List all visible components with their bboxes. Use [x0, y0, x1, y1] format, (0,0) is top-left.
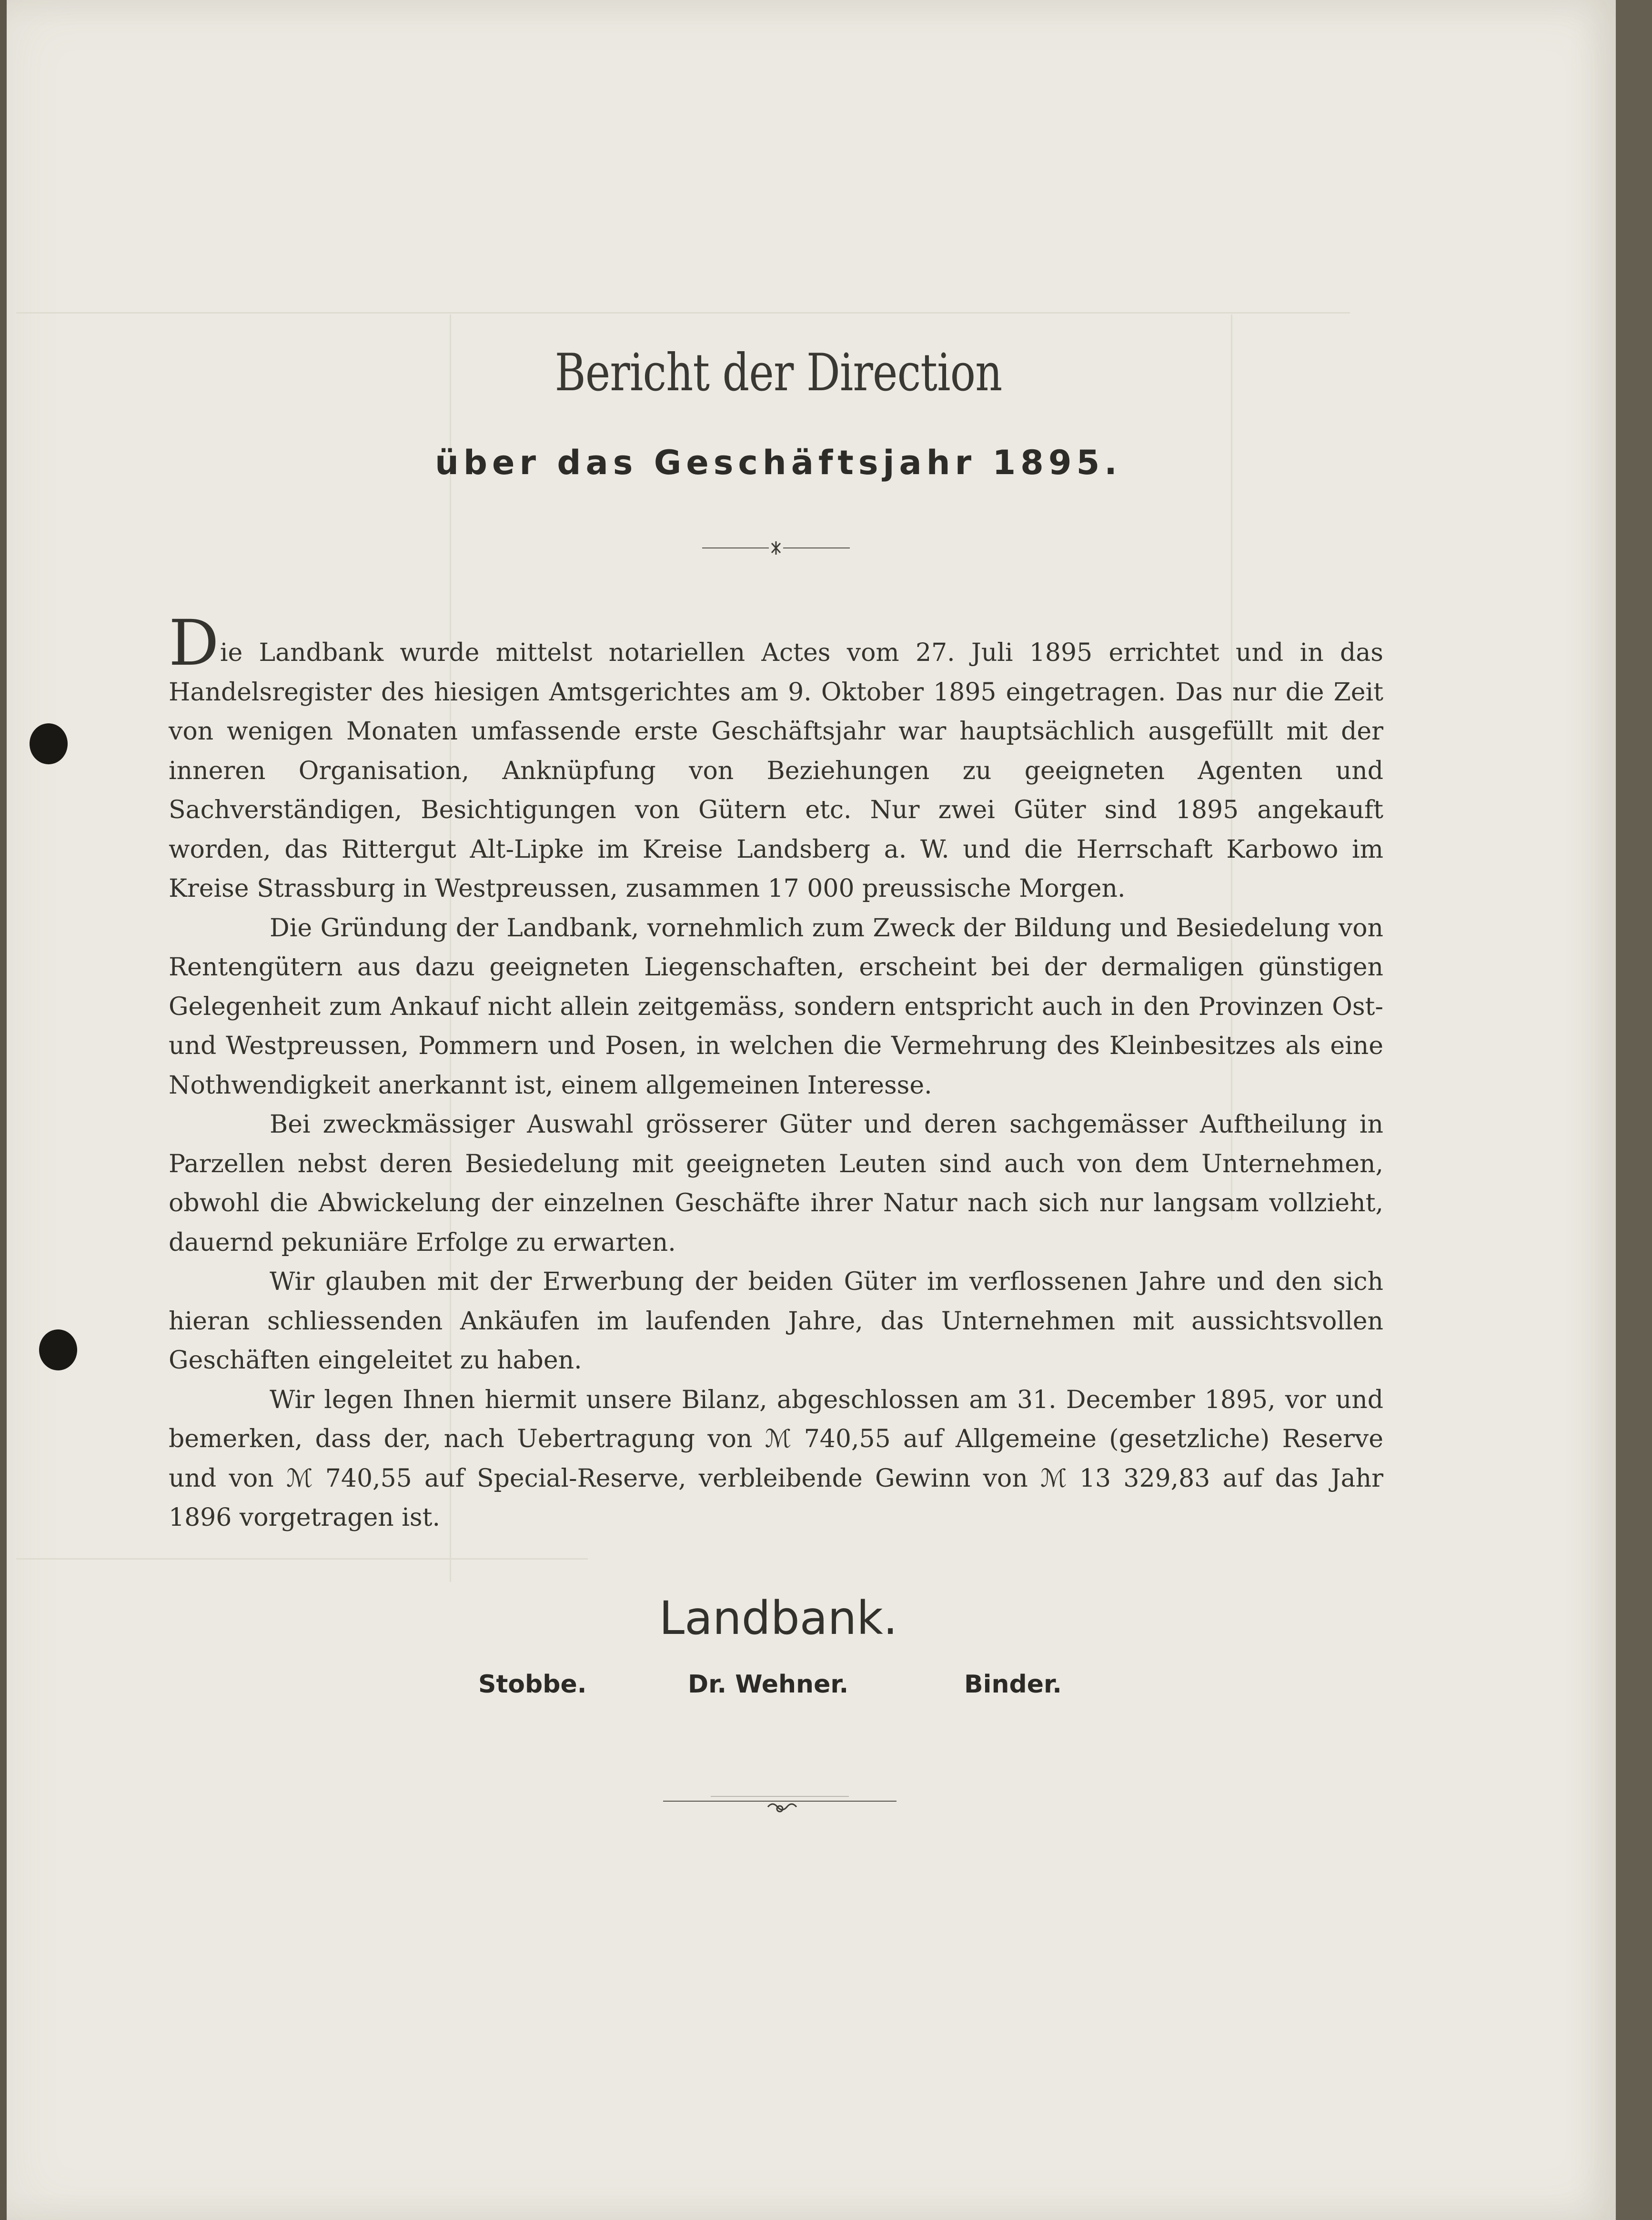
paragraph: Die Landbank wurde mittelst notariellen Actes vom 27. Juli 1895 errichtet und in das Handelsregister des hiesigen Amtsgerichtes am 9. Oktober 1895 eingetragen. Das nur die Zeit von wenigen Monaten umfassende erste Geschäftsjahr war hauptsächlich ausgefüllt mit der inneren Organisation, Anknüpfung von Beziehungen zu geeigneten Agenten und Sachverständigen, Besichtigungen von Gütern etc. Nur zwei Güter sind 1895 angekauft worden, das Rittergut Alt-Lipke im Kreise Landsberg a. W. und die Herrschaft Karbowo im Kreise Strassburg in Westpreussen, zusammen 17 000 preussische Morgen.: [169, 607, 1383, 903]
page-subtitle: über das Geschäftsjahr 1895.: [435, 443, 1122, 482]
report-body: [169, 607, 1383, 1538]
background-edge: [1616, 0, 1652, 2220]
divider-ornament-icon: [702, 538, 850, 558]
bleed-through-rule: [16, 312, 1350, 314]
punch-hole: [39, 1329, 77, 1370]
signature-stobbe: Stobbe.: [478, 1670, 587, 1699]
bleed-through-rule: [16, 1558, 588, 1560]
page-title: Bericht der Direction: [554, 343, 1002, 403]
signature-binder: Binder.: [964, 1670, 1062, 1699]
drop-cap: D: [169, 607, 219, 680]
paragraph: Bei zweckmässiger Auswahl grösserer Güter und deren sachgemässer Auftheilung in Parzellen nebst deren Besiedelung mit geeigneten Leuten sind auch von dem Unternehmen, obwohl die Abwickelung der einzelnen Geschäfte ihrer Natur nach sich nur langsam vollzieht, dauernd pekuniäre Erfolge zu erwarten.: [169, 1110, 1383, 1257]
paragraph: Die Gründung der Landbank, vornehmlich zum Zweck der Bildung und Besiedelung von Rentengütern aus dazu geeigneten Liegenschaften, erscheint bei der dermaligen günstigen Gelegenheit zum Ankauf nicht allein zeitgemäss, sondern entspricht auch in den Provinzen Ost- und Westpreussen, Pommern und Posen, in welchen die Vermehrung des Kleinbesitzes als eine Nothwendigkeit anerkannt ist, einem allgemeinen Interesse.: [169, 913, 1383, 1100]
closing-ornament-icon: [663, 1793, 897, 1821]
signature-wehner: Dr. Wehner.: [688, 1670, 849, 1699]
paragraph: Wir glauben mit der Erwerbung der beiden Güter im verflossenen Jahre und den sich hieran schliessenden Ankäufen im laufenden Jahre, das Unternehmen mit aussichtsvollen Geschäften eingeleitet zu haben.: [169, 1267, 1383, 1375]
organization-name: Landbank.: [659, 1592, 898, 1645]
punch-hole: [30, 723, 68, 764]
document-page: [7, 0, 1616, 2220]
paragraph: Wir legen Ihnen hiermit unsere Bilanz, abgeschlossen am 31. December 1895, vor und bemerken, dass der, nach Uebertragung von ℳ 740,55 auf Allgemeine (gesetzliche) Reserve und von ℳ 740,55 auf Special-Reserve, verbleibende Gewinn von ℳ 13 329,83 auf das Jahr 1896 vorgetragen ist.: [169, 1385, 1383, 1532]
